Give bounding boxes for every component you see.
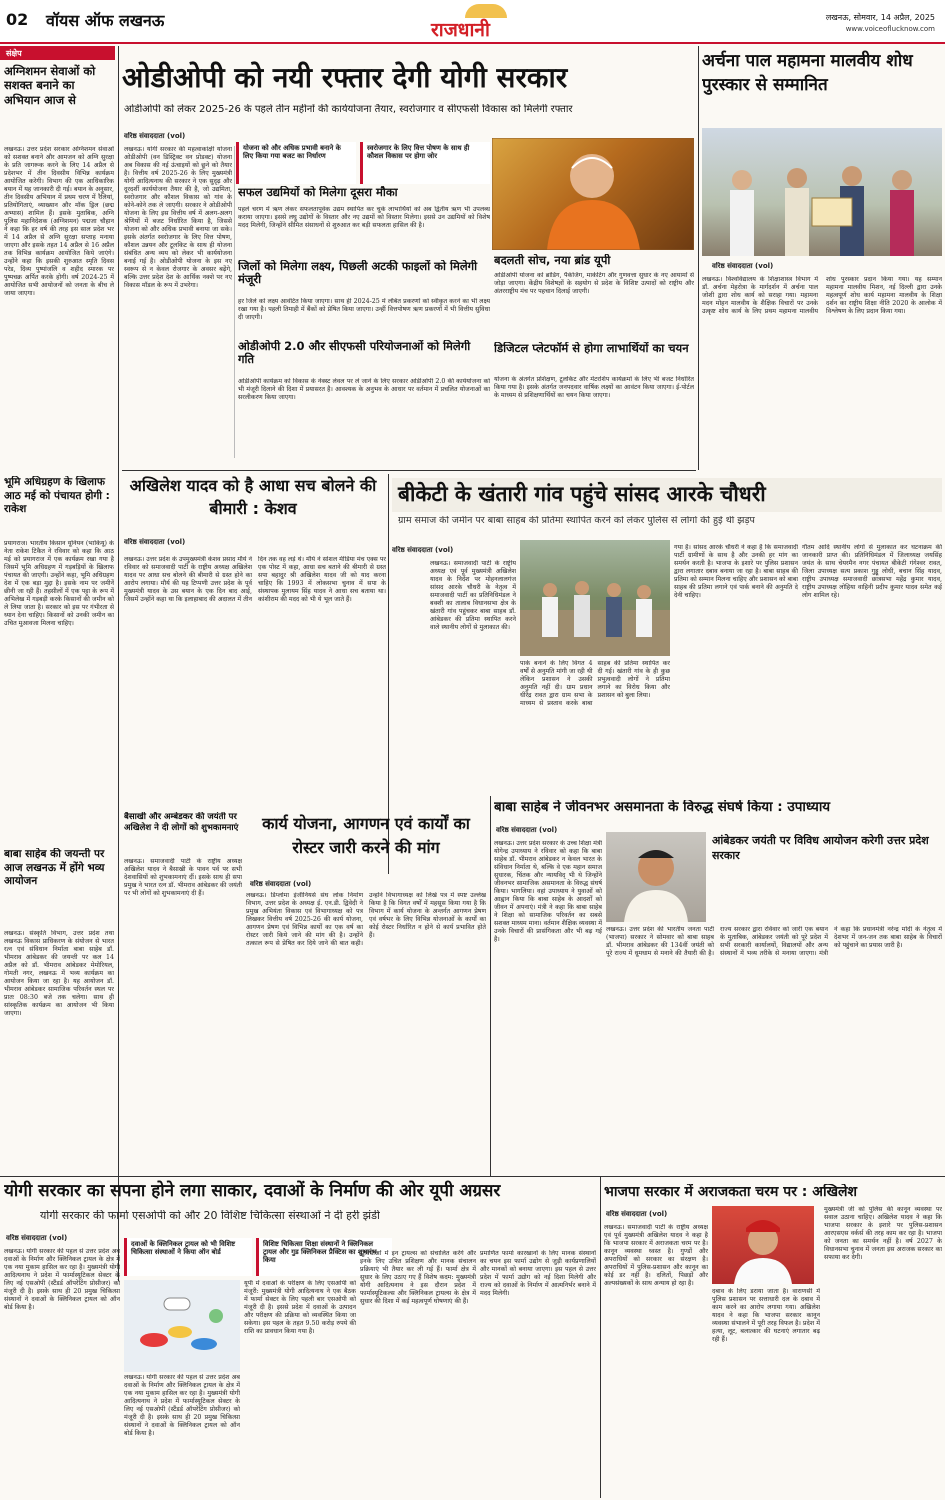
logo-text: राजधानी — [431, 19, 490, 41]
lead-sub1-body: पहले चरण में ऋण लेकर सफलतापूर्वक उद्यम स्थापित कर चुके लाभार्थियों को अब द्वितीय ऋण भी उपलब्ध कराया जाएगा। इससे लघु उद्योगों के विस्तार और नए उद्यमों को विस्तार मिलेगा। इससे उन उद्यमियों को विशेष मदद मिलेगी, जिन्होंने सीमित संसाधनों से शुरुआत कर बड़ी सफलता हासिल की है। — [238, 206, 490, 229]
pharma-top-rule — [0, 1176, 945, 1177]
column-divider — [118, 46, 119, 1281]
babasaheb-byline: वरिष्ठ संवाददाता (vol) — [496, 826, 558, 834]
lead-bullet-1: योजना को और अधिक प्रभावी बनाने के लिए किया गया बजट का निर्धारण — [243, 144, 341, 161]
left-story2-body: प्रयागराज। भारतीय किसान यूनियन (भाकियू) के नेता राकेश टिकैत ने रविवार को कहा कि आठ मई को प्रयागराज में एक कार्यक्रम रखा गया है जिसमें भूमि अधिग्रहण में गड़बड़ियों के खिलाफ पंचायत की जाएगी। उन्होंने कहा, भूमि अधिग्रहण देश में एक बड़ा मुद्दा है। इसके नाम पर जमीनें छीनी जा रही हैं। तहसीलों में एक पट्टा के रूप में अभिलेख में गड़बड़ी करके किसानों की जमीन को ले लिया जाता है। सरकार को इस पर गंभीरता से ध्यान देना चाहिए। किसानों को उनकी जमीन का उचित मुआवजा मिलना चाहिए। — [4, 540, 114, 627]
keshav-headline: अखिलेश यादव को है आधा सच बोलने की बीमारी : केशव — [129, 476, 377, 519]
bkt-headline-box — [392, 478, 942, 512]
lead-sub5-box — [494, 342, 694, 374]
lead-sub2: जिलों को मिलेगा लक्ष्य, पिछली अटकी फाइलों को मिलेगी मंजूरी — [238, 260, 478, 287]
yogi-photo-figure — [492, 138, 694, 250]
left-story3-body: लखनऊ। संस्कृति विभाग, उत्तर प्रदेश तथा लखनऊ विकास प्राधिकरण के संयोजन से भारत रत्न एवं संविधान निर्माता बाबा साहेब डॉ. भीमराव आंबेडकर की जयन्ती पर कल 14 अप्रैल को डॉ. भीमराव आंबेडकर मेमोरियल, गोमती नगर, लखनऊ में भव्य कार्यक्रम का आयोजन किया जा रहा है। यह आयोजन डॉ. भीमराव आंबेडकर सामाजिक परिवर्तन स्थल पर प्रातः 08:30 बजे तक चलेगा। साथ ही सांस्कृतिक कार्यक्रम का आयोजन भी किया जाएगा। — [4, 930, 114, 1017]
babasaheb-side-headline-box — [712, 834, 942, 876]
lead-bullet-2-box — [360, 142, 490, 184]
lead-bullet-1-box — [236, 142, 356, 184]
pharma-byline: वरिष्ठ संवाददाता (vol) — [6, 1234, 68, 1242]
pharma-col1b: लखनऊ। योगी सरकार की पहल से उत्तर प्रदेश अब दवाओं के निर्माण और क्लिनिकल ट्रायल के क्षेत्र में एक नया मुकाम हासिल कर रहा है। मुख्यमंत्री योगी आदित्यनाथ ने प्रदेश में फार्मास्यूटिकल सेक्टर के लिए नई एसओपी (स्टैंडर्ड ऑपरेटिंग प्रोसीजर) को मंजूरी दी है। इसके साथ ही 20 प्रमुख चिकित्सा संस्थानों ने दवाओं के क्लिनिकल ट्रायल को ऑन बोर्ड किया है। — [124, 1374, 240, 1437]
lead-sub2-box — [238, 260, 490, 296]
archana-headline-box — [702, 50, 942, 126]
bkt-col4: गौतम आदि स्थानीय लोगों से मुलाकात कर घटनाक्रम की जानकारी प्राप्त की। प्रतिनिधिमंडल में जिलाध्यक्ष जयसिंह जयंत के साथ चेयरमैन नगर पंचायत बीकेटी गंगेश्वर रावत, जिला उपाध्यक्ष सत्य प्रकाश गुड्डू लोधी, बचान सिंह यादव, राष्ट्रीय उपाध्यक्ष समाजवादी छात्रसभा महेंद्र कुमार यादव, राष्ट्रीय उपाध्यक्ष लोहिया वाहिनी प्रदीप कुमार यादव समेत कई लोग शामिल रहे। — [802, 544, 942, 599]
pharma-subheadline: योगी सरकार की फार्मा एसओपी को और 20 विशिष्ट चिकित्सा संस्थाओं ने दी हरी झंडी — [40, 1210, 380, 1222]
left-story1-headline-box — [4, 64, 114, 144]
lead-sub3: ओडीओपी 2.0 और सीएफसी परियोजनाओं को मिलेगी गति — [238, 340, 471, 367]
pharma-headline: योगी सरकार का सपना होने लगा साकार, दवाओं के निर्माण की ओर यूपी अग्रसर — [4, 1181, 501, 1201]
pharma-col1: लखनऊ। योगी सरकार की पहल से उत्तर प्रदेश अब दवाओं के निर्माण और क्लिनिकल ट्रायल के क्षेत्र में एक नया मुकाम हासिल कर रहा है। मुख्यमंत्री योगी आदित्यनाथ ने प्रदेश में फार्मास्यूटिकल सेक्टर के लिए नई एसओपी (स्टैंडर्ड ऑपरेटिंग प्रोसीजर) को मंजूरी दी है। इसके साथ ही 20 प्रमुख चिकित्सा संस्थानों ने दवाओं के क्लिनिकल ट्रायल को ऑन बोर्ड किया है। — [4, 1248, 120, 1311]
lead-divider — [234, 146, 235, 458]
lead-sub4-body: ओडीओपी योजना को ब्रांडिंग, पैकेजिंग, मार्केटिंग और गुणवत्ता सुधार के नए आयामों से जोड़ा जाएगा। केंद्रीय विशेषज्ञों के सहयोग से प्रदेश के विशिष्ट उत्पादों को राष्ट्रीय और अंतरराष्ट्रीय मंच पर पहचान दिलाई जाएगी। — [494, 272, 694, 295]
keshav-byline: वरिष्ठ संवाददाता (vol) — [124, 538, 186, 546]
left-story2-headline-box — [4, 476, 114, 538]
pharma-bullet-2: विशिष्ट चिकित्सा शिक्षा संस्थानों ने क्लिनिकल ट्रायल और गुड क्लिनिकल प्रैक्टिस का शुभारंभ किया — [263, 1240, 377, 1265]
lead-bottom-rule — [122, 470, 696, 471]
section-label: संक्षेप — [0, 46, 115, 60]
babasaheb-body: लखनऊ। उत्तर प्रदेश सरकार के उच्च शिक्षा मंत्री योगेन्द्र उपाध्याय ने रविवार को कहा कि बाबा साहेब डॉ. भीमराव आंबेडकर न केवल भारत के संविधान निर्माता थे, बल्कि वे एक महान समाज सुधारक, चिंतक और न्यायविद् भी थे जिन्होंने जीवनभर सामाजिक असमानता के विरुद्ध संघर्ष किया। भागलिया। वहां उपाध्याय ने युवाओं को आह्वान किया कि बाबा साहेब के आदर्शों को जीवन में अपनाएं। मंत्री ने कहा कि बाबा साहेब ने शिक्षा को सामाजिक परिवर्तन का सबसे सशक्त माध्यम माना। वर्तमान शैक्षिक व्यवस्था में उनके विचारों की प्रासंगिकता और भी बढ़ गई है। — [494, 840, 602, 943]
bkt-photo — [520, 540, 670, 656]
pills-icon — [124, 1280, 240, 1372]
keshav-sub-body: लखनऊ। समाजवादी पार्टी के राष्ट्रीय अध्यक्ष अखिलेश यादव ने बैसाखी के पावन पर्व पर सभी देशवासियों को शुभकामनाएं दीं। इसके साथ ही सपा प्रमुख ने भारत रत्न डॉ. भीमराव आंबेडकर की जयंती पर भी लोगों को शुभकामनाएं दी हैं। — [124, 858, 242, 897]
bkt-col2: पार्क बनाने के लिए विगत 4 वर्षों से अनुमति मांगी जा रही थी लेकिन प्रशासन ने उसकी अनुमति नहीं दी। ग्राम प्रधान धीरेंद्र रावत द्वारा ग्राम सभा के माध्यम से प्रस्ताव करके बाबा साहब की प्रतिमा स्थापित कर दी गई। खंतारी गांव के ही कुछ प्रभुत्ववादी लोगों ने प्रतिमा लगाने का विरोध किया और प्रशासन को बुला लिया। — [520, 660, 670, 707]
column-divider-karya — [490, 796, 491, 1176]
yogi-photo — [492, 138, 694, 250]
lead-subheadline-box — [124, 104, 694, 118]
left-story1-body: लखनऊ। उत्तर प्रदेश सरकार अग्निशमन सेवाओं को सशक्त बनाने और आमजन को अग्नि सुरक्षा के प्रति जागरूक करने के लिए 14 अप्रैल से प्रदेशभर में तीन दिवसीय विभिन्न कार्यक्रम आयोजित करेगी। विभाग की एक आधिकारिक बयान में यह जानकारी दी गई। बयान के अनुसार, तीन दिवसीय अभियान में प्रथम चरण में रैलियां, प्रतियोगिताएं, व्याख्यान और मॉक ड्रिल (छद्म अभ्यास) शामिल हैं। इसके मुताबिक, अग्नि पुलिस महानिदेशक (अग्निशमन) पद्मजा चौहान ने कहा कि हर वर्ष की तरह इस साल प्रदेश भर में 14 अप्रैल से अग्नि सुरक्षा सप्ताह मनाया जाएगा और इसके तहत 14 अप्रैल से 16 अप्रैल तक विभिन्न कार्यक्रम आयोजित किये जाएंगे। उन्होंने कहा कि इसकी शुरुआत स्मृति दिवस परेड, दिव्य पुष्पांजलि व शहीद स्मारक पर पुष्पचक्र अर्पित करके होगी। वर्ष 2024-25 में आयोजित सभी आयोजनों को जनता के बीच ले जाया जाएगा। — [4, 146, 114, 297]
lead-sub1-box — [238, 186, 490, 202]
award-photo-figure — [702, 128, 942, 256]
lead-sub1: सफल उद्यमियों को मिलेगा दूसरा मौका — [238, 186, 398, 199]
bkt-subheadline-box — [392, 516, 942, 534]
babasaheb-headline: बाबा साहेब ने जीवनभर असमानता के विरुद्ध संघर्ष किया : उपाध्याय — [494, 800, 831, 815]
lead-sub5: डिजिटल प्लेटफॉर्म से होगा लाभार्थियों का चयन — [494, 342, 689, 355]
archana-headline: अर्चना पाल महामना मालवीय शोध पुरस्कार से सम्मानित — [702, 51, 913, 95]
akhilesh-bjp-byline: वरिष्ठ संवाददाता (vol) — [606, 1210, 668, 1218]
karya-body: लखनऊ। डिप्लोमा इंजीनियर्स संघ लोक निर्माण विभाग, उत्तर प्रदेश के अध्यक्ष ई. एन.डी. द्विवेदी ने प्रमुख अभियंता विकास एवं विभागाध्यक्ष को पत्र लिखकर वित्तीय वर्ष 2025-26 की कार्य योजना, आगणन प्रेषण एवं विभिन्न कार्यों का एक वर्ष का रोस्टर जारी किये जाने की मांग की है। उन्होंने तत्काल रूप से प्रेषित कर दिये जाने की बात कही। उन्होंने विभागाध्यक्ष को लिखे पत्र में स्पष्ट उल्लेख किया है कि विगत वर्षों में महसूस किया गया है कि विभाग में कार्य योजना के अन्तर्गत आगणन प्रेषण एवं वर्षभर के लिए विभिन्न योजनाओं के कार्यों का कोई रोस्टर निर्धारित न होने से कार्य प्रभावित होते हैं। — [246, 892, 486, 947]
keshav-sub-box — [124, 812, 242, 856]
pharma-col2: यूपी में दवाओं के परीक्षण के लिए एसओपी को मंजूरी: मुख्यमंत्री योगी आदित्यनाथ ने एक बैठक में फार्मा सेक्टर के लिए पहली बार एसओपी को मंजूरी दी है। इससे प्रदेश में दवाओं के उत्पादन और परीक्षण की प्रक्रिया को व्यवस्थित किया जा सकेगा। इस पहल के तहत 9.50 करोड़ रुपये की राशि का प्रावधान किया गया है। — [244, 1280, 356, 1335]
akhilesh-photo — [712, 1206, 814, 1284]
archana-body: लखनऊ। विश्वविद्यालय के शिक्षाशास्त्र विभाग में डॉ. अर्चना मेहरोत्रा के मार्गदर्शन में अर्चना पाल जोशी द्वारा शोध कार्य को सराहा गया। महामना मदन मोहन मालवीय के शैक्षिक विचारों पर उनके उत्कृष्ट शोध कार्य के लिए प्रथम महामना मालवीय शोध पुरस्कार प्रदान किया गया। यह सम्मान महामना मालवीय मिशन, नई दिल्ली द्वारा उनके महत्वपूर्ण शोध कार्य महामना मालवीय के शिक्षा दर्शन का राष्ट्रीय शिक्षा नीति 2020 के आलोक में विश्लेषण के लिए प्रदान किया गया। — [702, 276, 942, 315]
keshav-body: लखनऊ। उत्तर प्रदेश के उपमुख्यमंत्री केशव प्रसाद मौर्य ने रविवार को समाजवादी पार्टी के राष्ट्रीय अध्यक्ष अखिलेश यादव पर आधा सच बोलने की बीमारी से ग्रस्त होने का आरोप लगाया। मौर्य की यह टिप्पणी उत्तर प्रदेश के पूर्व मुख्यमंत्री यादव के उस बयान के एक दिन बाद आई, जिसमें उन्होंने कहा था कि इलाहाबाद की अदालत में तीन दिन तक वह लड़े थे। मौर्य ने सोशल मीडिया मंच एक्स पर एक पोस्ट में कहा, आधा सच बताने की बीमारी से ग्रस्त सपा बहादुर श्री अखिलेश यादव जी को याद करना चाहिए कि 1993 में लोकसभा चुनाव में सपा के संस्थापक मुलायम सिंह यादव ने आधा सच बताया था। कांशीराम की मदद को भी ये भूल जाते हैं। — [124, 556, 386, 603]
akhilesh-bjp-col3: मुख्यमंत्री जी को पुलिस की कानून व्यवस्था पर सवाल उठाना चाहिए। अखिलेश यादव ने कहा कि भाजपा सरकार के इशारे पर पुलिस-प्रशासन आरएसएस वर्कर्स की तरह काम कर रहा है। भाजपा को जनता का समर्थन नहीं है। वर्ष 2027 के विधानसभा चुनाव में जनता इस अराजक सरकार का सफाया कर देगी। — [824, 1206, 942, 1261]
left-story1-headline: अग्निशमन सेवाओं को सशक्त बनाने का अभियान आज से — [4, 64, 96, 107]
karya-headline-box — [246, 812, 486, 876]
keshav-headline-box — [122, 474, 384, 524]
pharma-bullet-1-box — [124, 1238, 252, 1276]
lead-byline: वरिष्ठ संवाददाता (vol) — [124, 132, 186, 140]
lead-col1: लखनऊ। योगी सरकार की महत्वाकांक्षी योजना ओडीओपी (वन डिस्ट्रिक्ट वन प्रोडक्ट) योजना अब विकास की नई ऊंचाइयों को छूने को तैयार है। वित्तीय वर्ष 2025-26 के लिए मुख्यमंत्री योगी आदित्यनाथ की सरकार ने एक सुदृढ़ और दूरदर्शी कार्ययोजना तैयार की है, जो उद्यमिता, स्वरोजगार और कौशल विकास को गांव के कोने-कोने तक ले जाएगी। सरकार ने ओडीओपी योजना के लिए इस वित्तीय वर्ष में अलग-अलग श्रेणियों में बजट निर्धारित किया है, जिससे योजना को और अधिक प्रभावी बनाया जा सके। इसके अंतर्गत स्वरोजगार के लिए वित्त पोषण, कौशल उन्नयन और टूलकिट के साथ ही योजना संबंधित अन्य व्यय को लेकर भी कार्ययोजना बनाई गई है। ओडीओपी योजना के इस नए स्वरूप से न केवल रोजगार के अवसर बढ़ेंगे, बल्कि उत्तर प्रदेश देश के आर्थिक नक्शे पर नए विकास मॉडल के रूप में उभरेगा। — [124, 146, 232, 289]
bkt-photo-figure — [520, 540, 670, 656]
pharma-headline-box — [4, 1180, 594, 1206]
left-story2-headline: भूमि अधिग्रहण के खिलाफ आठ मई को पंचायत होगी : राकेश — [4, 476, 110, 516]
masthead — [0, 0, 945, 44]
archana-byline: वरिष्ठ संवाददाता (vol) — [712, 262, 774, 270]
page-number: 02 — [6, 10, 29, 29]
bkt-headline: बीकेटी के खंतारी गांव पहुंचे सांसद आरके चौधरी — [398, 482, 766, 506]
lead-bullet-2: स्वरोजगार के लिए वित्त पोषण के साथ ही कौशल विकास पर होगा जोर — [367, 144, 470, 161]
bkt-col3: गया है। सांसद आरके चौधरी ने कहा है कि समाजवादी पार्टी ग्रामीणों के साथ है और उनकी हर मांग का समर्थन करती है। भाजपा के इशारे पर पुलिस प्रशासन द्वारा लगातार दबाव बनाया जा रहा है। बाबा साहब की प्रतिमा को सम्मान मिलना चाहिए और प्रशासन को बाबा साहब की प्रतिमा लगाने एवं पार्क बनाने की अनुमति दे देनी चाहिए। — [674, 544, 798, 599]
lead-sub3-body: ओडीओपी कार्यक्रम को विकास के नेक्स्ट लेवल पर ले जाने के लिए सरकार ओडीओपी 2.0 की कार्ययोजना को भी मंजूरी दिलाने की दिशा में प्रयासरत है। आवश्यक के अनुभव के आधार पर वर्तमान में प्रचलित योजनाओं का सरलीकरण किया जाएगा। — [238, 378, 490, 401]
lead-subheadline: ओडीओपी को लेकर 2025-26 के पहले तीन महीनों की कार्ययोजना तैयार, स्वरोजगार व सीएफसी विकास को मिलेगी रफ्तार — [124, 104, 573, 115]
paper-name: वॉयस ऑफ लखनऊ — [46, 11, 165, 30]
akhilesh-bjp-col2: दबाव के लिए डराया जाता है। वाराणसी में पुलिस प्रशासन पर सत्ताधारी दल के दबाव में काम करने का आरोप लगाया गया। अखिलेश यादव ने कहा कि भाजपा सरकार कानून व्यवस्था संभालने में पूरी तरह विफल है। प्रदेश में हत्या, लूट, बलात्कार की घटनाएं लगातार बढ़ रही हैं। — [712, 1288, 820, 1343]
babasaheb-side-headline: आंबेडकर जयंती पर विविध आयोजन करेगी उत्तर प्रदेश सरकार — [712, 834, 929, 862]
bkt-byline: वरिष्ठ संवाददाता (vol) — [392, 546, 454, 554]
akhilesh-photo-figure — [712, 1206, 814, 1284]
pharma-col3: सुविधाओं में इन ट्रायल्स को संचालित करेंगे और इनके लिए उचित प्रशिक्षण और मानक संचालन प्रक्रियाएं भी तैयार कर ली गई हैं। फार्मा क्षेत्र में सुधार के लिए उठाए गए हैं विशेष कदम: मुख्यमंत्री योगी आदित्यनाथ ने इस दौरान प्रदेश में फार्मास्यूटिकल्स और क्लिनिकल ट्रायल्स के क्षेत्र में सुधार की दिशा में कई महत्वपूर्ण घोषणाएं की हैं। — [360, 1250, 476, 1305]
column-divider-bottom — [600, 1176, 601, 1498]
minister-photo — [606, 832, 706, 922]
lead-sub4-box — [494, 254, 694, 270]
bkt-subheadline: ग्राम समाज की जमीन पर बाबा साहब की प्रतिमा स्थापित करने को लेकर पुलिस से लोगों की हुई थी झड़प — [398, 516, 755, 526]
karya-headline: कार्य योजना, आगणन एवं कार्यों का रोस्टर जारी करने की मांग — [262, 814, 470, 857]
award-photo — [702, 128, 942, 256]
lead-sub2-body: हर जिले को लक्ष्य आवंटित किया जाएगा। साथ ही 2024-25 में लंबित प्रकरणों को स्वीकृत करने का भी लक्ष्य रखा गया है। पहली तिमाही में बैंकों को प्रेषित किया जाएगा। उन्हीं वित्तपोषण ऋण प्रकरणों में भी वित्तीय सुविधा दी जाएगी। — [238, 298, 490, 321]
akhilesh-bjp-headline-box — [604, 1184, 942, 1206]
lead-sub3-box — [238, 340, 490, 376]
lead-headline: ओडीओपी को नयी रफ्तार देगी योगी सरकार — [122, 61, 568, 94]
lead-headline-box — [122, 60, 694, 100]
babasaheb-side-body: लखनऊ। उत्तर प्रदेश की भारतीय जनता पार्टी (भाजपा) सरकार ने सोमवार को बाबा साहब डॉ. भीमराव आंबेडकर की 134वीं जयंती को पूरे राज्य में धूमधाम से मनाने की तैयारी की है। राज्य सरकार द्वारा रविवार को जारी एक बयान के मुताबिक, आंबेडकर जयंती को पूरे प्रदेश में सभी सरकारी कार्यालयों, विद्यालयों और अन्य संस्थानों में भव्य तरीके से मनाया जाएगा। मंत्री ने कहा कि प्रधानमंत्री नरेन्द्र मोदी के नेतृत्व में देशभर में जन-जन तक बाबा साहेब के विचारों को पहुंचाने का प्रयास जारी है। — [606, 926, 942, 957]
left-story3-headline-box — [4, 848, 114, 928]
akhilesh-bjp-headline: भाजपा सरकार में अराजकता चरम पर : अखिलेश — [604, 1184, 858, 1200]
lead-sub4: बदलती सोच, नया ब्रांड यूपी — [494, 254, 611, 267]
column-divider-right — [698, 46, 699, 470]
karya-byline: वरिष्ठ संवाददाता (vol) — [250, 880, 312, 888]
minister-photo-figure — [606, 832, 706, 922]
babasaheb-headline-box — [494, 800, 942, 820]
pharma-subheadline-box — [40, 1210, 600, 1228]
date-line: लखनऊ, सोमवार, 14 अप्रैल, 2025 — [825, 13, 935, 22]
akhilesh-bjp-col1: लखनऊ। समाजवादी पार्टी के राष्ट्रीय अध्यक्ष एवं पूर्व मुख्यमंत्री अखिलेश यादव ने कहा है कि भाजपा सरकार में अराजकता चरम पर है। कानून व्यवस्था ध्वस्त है। गुण्डों और अपराधियों को सरकार का संरक्षण है। अपराधियों में पुलिस-प्रशासन और कानून का कोई डर नहीं है। दलितों, पिछड़ों और अल्पसंख्यकों के साथ अन्याय हो रहा है। — [604, 1224, 708, 1287]
website-link[interactable]: www.voiceoflucknow.com — [845, 25, 935, 33]
lead-sub5-body: योजना के अंतर्गत प्रशिक्षण, टूलकिट और मेंटरशिप कार्यक्रमों के लिए भी बजट निर्धारित किया गया है। इसके अंतर्गत जनपदवार वार्षिक लक्ष्यों का आवंटन किया जाएगा। ई-पोर्टल के माध्यम से प्रशिक्षणार्थियों का चयन किया जाएगा। — [494, 376, 694, 399]
bkt-col1: लखनऊ। समाजवादी पार्टी के राष्ट्रीय अध्यक्ष एवं पूर्व मुख्यमंत्री अखिलेश यादव के निर्देश पर मोहनलालगंज सांसद आरके चौधरी के नेतृत्व में समाजवादी पार्टी का प्रतिनिधिमंडल ने बक्शी का तालाब विधानसभा क्षेत्र के खंतारी गांव पहुंचकर बाबा साहब डॉ. आंबेडकर की प्रतिमा स्थापित करने वाले स्थानीय लोगों से मुलाकात की। — [430, 560, 516, 631]
left-story3-headline: बाबा साहेब की जयन्ती पर आज लखनऊ में होंगे भव्य आयोजन — [4, 848, 105, 888]
keshav-sub: बैसाखी और अम्बेडकर की जयंती पर अखिलेश ने दी लोगों को शुभकामनाएं — [124, 812, 239, 834]
pharma-bullet-1: दवाओं के क्लिनिकल ट्रायल को भी विशिष्ट चिकित्सा संस्थाओं ने किया ऑन बोर्ड — [131, 1240, 236, 1257]
pharma-col4: प्रमाणित फार्मा कारखानों के लिए मानक संस्थानों का चयन इस फार्मा उद्योग से जुड़ी कार्यप्रणालियों और मानकों को बनाया जाएगा। इस पहल से उत्तर प्रदेश में फार्मा उद्योग को नई दिशा मिलेगी और राज्य को दवाओं के निर्माण में आत्मनिर्भर बनाने में मदद मिलेगी। — [480, 1250, 596, 1297]
section-logo — [425, 4, 545, 40]
medicine-photo — [124, 1280, 240, 1372]
